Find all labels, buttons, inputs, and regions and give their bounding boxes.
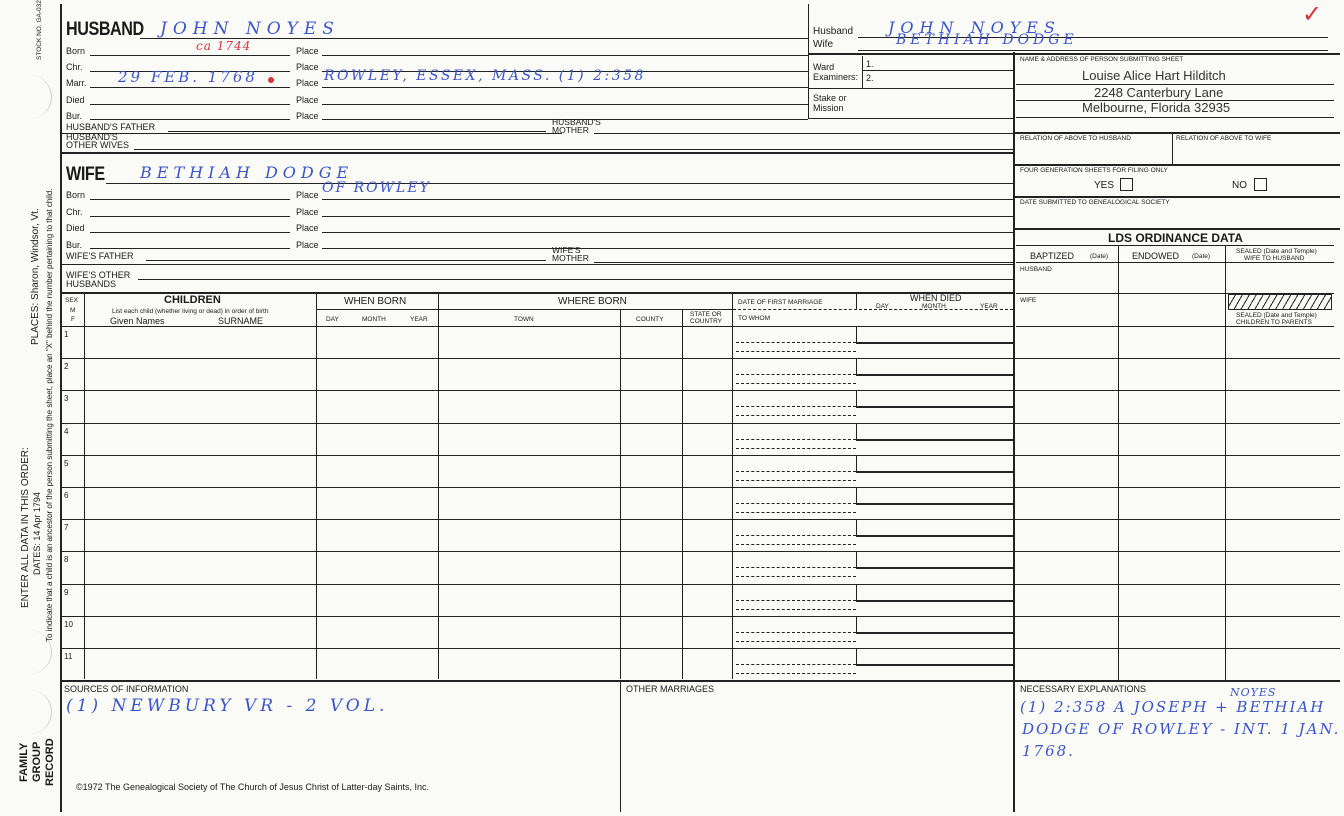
child-row-number: 11	[64, 652, 73, 661]
husband-marr-label: Marr.	[66, 78, 87, 88]
wife-mother-label: WIFE'S	[552, 245, 581, 255]
child-row-number: 5	[64, 458, 69, 468]
check-mark: ✓	[1302, 1, 1323, 28]
hatched-cell	[1228, 294, 1332, 310]
baptized-label: BAPTIZED	[1030, 251, 1075, 261]
child-row-number: 1	[64, 330, 69, 339]
sealed-child-label-2: CHILDREN TO PARENTS	[1236, 319, 1312, 326]
wife-father-label: WIFE'S FATHER	[66, 251, 134, 261]
wife-mother-label-2: MOTHER	[552, 253, 589, 263]
husband-bur-label: Bur.	[66, 111, 83, 121]
died-day: DAY	[876, 303, 889, 310]
expl-insert: NOYES	[1230, 686, 1277, 699]
town-header: TOWN	[514, 316, 534, 323]
county-header: COUNTY	[636, 316, 664, 323]
surname-header: SURNAME	[218, 316, 264, 326]
panel-wife-name: BETHIAH DODGE	[896, 32, 1078, 48]
examiner-2: 2.	[866, 73, 874, 83]
panel-wife-label: Wife	[813, 39, 833, 50]
born-day: DAY	[326, 316, 339, 323]
child-row-number: 4	[64, 426, 69, 436]
place-label: Place	[296, 62, 319, 72]
place-label: Place	[296, 111, 319, 121]
sealed-wife-label-2: WIFE TO HUSBAND	[1244, 255, 1305, 262]
place-label: Place	[296, 78, 319, 88]
children-sub: List each child (whether living or dead) in order of birth	[112, 308, 269, 315]
place-label: Place	[296, 46, 319, 56]
lds-wife-row: WIFE	[1020, 297, 1037, 304]
wife-name: BETHIAH DODGE	[140, 163, 354, 182]
child-row-number: 7	[64, 523, 69, 533]
child-row-number: 6	[64, 491, 69, 500]
sealed-child-label: SEALED (Date and Temple)	[1236, 312, 1317, 319]
wife-heading: WIFE	[66, 164, 105, 185]
data-order: ENTER ALL DATA IN THIS ORDER:	[20, 447, 31, 608]
panel-husband-name: JOHN NOYES	[888, 18, 1061, 37]
stake-label-2: Mission	[813, 103, 844, 113]
place-label: Place	[296, 240, 319, 250]
ancestor-instruction: To indicate that a child is an ancestor of the person submitting the sheet, place an "X" behind the number pertaining to that child.	[45, 188, 54, 642]
wife-died-label: Died	[66, 223, 85, 233]
sex-m: M	[70, 307, 76, 314]
place-label: Place	[296, 190, 319, 200]
baptized-date-label: (Date)	[1090, 253, 1109, 260]
wife-other-husbands-label-2: HUSBANDS	[66, 279, 117, 289]
state-header: STATE OR	[690, 311, 722, 318]
when-died-header: WHEN DIED	[910, 293, 962, 303]
form-title-2: GROUP	[31, 741, 43, 782]
punch-hole	[8, 690, 52, 734]
stock-number: STOCK NO. GA-032	[36, 0, 43, 60]
other-marriages-label: OTHER MARRIAGES	[626, 684, 715, 694]
husband-father-label: HUSBAND'S FATHER	[66, 122, 156, 132]
explanations-label: NECESSARY EXPLANATIONS	[1020, 684, 1147, 694]
husband-marr-place: ROWLEY, ESSEX, MASS. (1) 2:358	[324, 68, 646, 84]
stake-label: Stake or	[813, 93, 847, 103]
submitter-street: 2248 Canterbury Lane	[1094, 85, 1224, 100]
places-order: PLACES: Sharon, Windsor, Vt.	[30, 208, 41, 345]
where-born-header: WHERE BORN	[558, 296, 627, 307]
wife-born-label: Born	[66, 190, 86, 200]
examiners-label: Examiners:	[813, 72, 859, 82]
husband-born-label: Born	[66, 46, 86, 56]
child-row-number: 9	[64, 587, 69, 597]
given-names-header: Given Names	[110, 316, 165, 326]
examiner-1: 1.	[866, 59, 874, 69]
child-row-number: 2	[64, 362, 69, 372]
form-title-3: RECORD	[44, 738, 56, 786]
lds-title: LDS ORDINANCE DATA	[1108, 231, 1243, 245]
sources-label: SOURCES OF INFORMATION	[64, 684, 189, 694]
ward-label: Ward	[813, 62, 835, 72]
first-marriage-header: DATE OF FIRST MARRIAGE	[738, 299, 823, 306]
wife-bur-label: Bur.	[66, 240, 83, 250]
no-label: NO	[1232, 180, 1247, 191]
husband-other-wives-label: HUSBAND'S	[66, 132, 118, 142]
when-born-header: WHEN BORN	[344, 296, 407, 307]
expl-line-1: (1) 2:358 A JOSEPH + BETHIAH	[1020, 698, 1326, 716]
place-label: Place	[296, 95, 319, 105]
born-month: MONTH	[362, 316, 386, 323]
sealed-wife-label: SEALED (Date and Temple)	[1236, 248, 1317, 255]
submitter-city: Melbourne, Florida 32935	[1082, 100, 1231, 115]
died-month: MONTH	[922, 303, 946, 310]
submitter-label: NAME & ADDRESS OF PERSON SUBMITTING SHEET	[1020, 56, 1184, 63]
born-year: YEAR	[410, 316, 428, 323]
husband-heading: HUSBAND	[66, 19, 144, 40]
died-year: YEAR	[980, 303, 998, 310]
to-whom-header: TO WHOM	[738, 315, 771, 322]
panel-husband-label: Husband	[813, 26, 854, 37]
husband-mother-label: HUSBAND'S	[552, 117, 601, 127]
children-heading: CHILDREN	[164, 294, 221, 306]
punch-hole	[8, 75, 52, 119]
wife-other-husbands-label: WIFE'S OTHER	[66, 270, 131, 280]
husband-marr-date: 29 FEB. 1768	[118, 68, 258, 86]
child-row-number: 10	[64, 619, 73, 629]
husband-name: JOHN NOYES	[160, 19, 340, 39]
wife-chr-label: Chr.	[66, 207, 83, 217]
endowed-label: ENDOWED	[1132, 251, 1179, 261]
yes-label: YES	[1094, 180, 1115, 191]
relation-wife: RELATION OF ABOVE TO WIFE	[1176, 135, 1272, 142]
child-row-number: 3	[64, 394, 69, 404]
expl-line-2: DODGE OF ROWLEY - INT. 1 JAN.	[1022, 720, 1341, 738]
husband-chr-label: Chr.	[66, 62, 83, 72]
expl-line-3: 1768.	[1022, 742, 1075, 760]
child-row-number: 8	[64, 555, 69, 565]
form-title-1: FAMILY	[18, 742, 30, 782]
dates-order: DATES: 14 Apr 1794	[32, 492, 42, 575]
yes-checkbox[interactable]	[1120, 178, 1133, 191]
husband-died-label: Died	[66, 95, 85, 105]
state-header-2: COUNTRY	[690, 318, 723, 325]
red-dot	[268, 77, 274, 83]
sources-text: (1) NEWBURY VR - 2 VOL.	[66, 696, 389, 716]
endowed-date-label: (Date)	[1192, 253, 1211, 260]
wife-born-place: OF ROWLEY	[322, 180, 431, 196]
relation-husband: RELATION OF ABOVE TO HUSBAND	[1020, 135, 1131, 142]
place-label: Place	[296, 207, 319, 217]
place-label: Place	[296, 223, 319, 233]
copyright: ©1972 The Genealogical Society of The Church of Jesus Christ of Latter-day Saints, Inc.	[76, 782, 429, 792]
husband-born-date: ca 1744	[196, 39, 252, 53]
lds-husband-row: HUSBAND	[1020, 266, 1052, 273]
sex-header: SEX	[65, 297, 79, 304]
submitter-name: Louise Alice Hart Hilditch	[1082, 68, 1226, 83]
husband-other-wives-label-2: OTHER WIVES	[66, 140, 130, 150]
sex-f: F	[71, 316, 75, 323]
no-checkbox[interactable]	[1254, 178, 1267, 191]
date-submitted-label: DATE SUBMITTED TO GENEALOGICAL SOCIETY	[1020, 199, 1170, 206]
four-gen-label: FOUR GENERATION SHEETS FOR FILING ONLY	[1020, 167, 1168, 174]
husband-mother-label-2: MOTHER	[552, 125, 589, 135]
